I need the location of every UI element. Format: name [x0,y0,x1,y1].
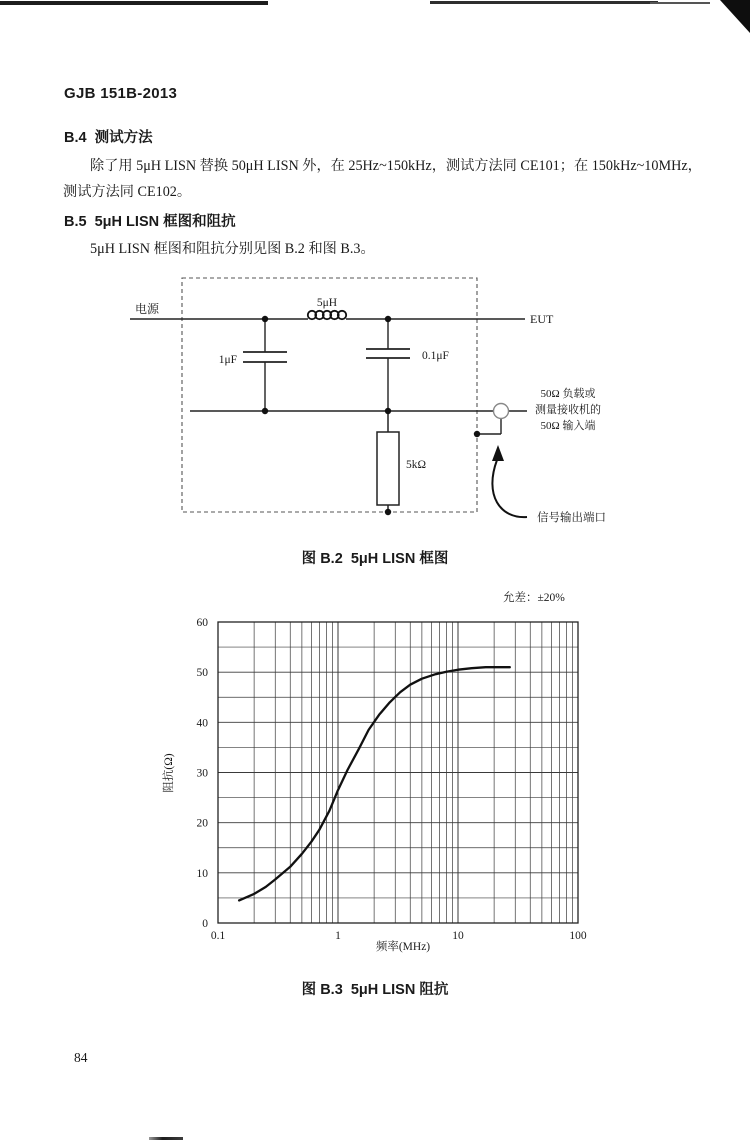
tolerance-note: 允差：±20% [503,592,565,604]
resistor-symbol [377,411,399,512]
power-source-label: 电源 [135,302,160,316]
resistor-value-label: 5kΩ [406,459,427,471]
capacitor-right-value-label: 0.1μF [422,350,449,362]
figure-b3-caption: 图 B.3 5μH LISN 阻抗 [301,982,449,998]
y-tick-label: 40 [196,717,208,730]
capacitor-left-symbol [243,319,287,411]
scan-artifact-corner [720,0,750,33]
signal-port-arrow [492,460,527,517]
x-axis-title: 频率(MHz) [375,941,431,953]
section-b4-heading: B.4 测试方法 [64,130,153,146]
scan-artifact-smudge [149,1137,183,1140]
standard-number: GJB 151B-2013 [64,85,178,102]
y-tick-label: 50 [196,667,208,680]
inductor-value-label: 5μH [316,297,338,309]
section-b5-paragraph: 5μH LISN 框图和阻抗分别见图 B.2 和图 B.3。 [90,241,375,257]
scan-artifact-top-strip [430,1,658,4]
section-b5-heading: B.5 5μH LISN 框图和阻抗 [64,214,236,230]
capacitor-left-value-label: 1μF [218,354,237,366]
x-tick-label: 10 [452,930,464,942]
inductor-symbol [308,311,346,319]
capacitor-right-symbol [366,319,410,411]
section-b4-paragraph-line2: 测试方法同 CE102。 [63,184,192,200]
page-number: 84 [74,1050,88,1065]
section-b4-paragraph-line1: 除了用 5μH LISN 替换 50μH LISN 外，在 25Hz~150kHz，测试方法同 CE101；在 150kHz~10MHz， [90,158,702,174]
impedance-chart [158,608,638,960]
scan-artifact-top-strip [650,2,710,4]
y-axis-title: 阻抗(Ω) [163,753,175,793]
signal-port-arrowhead [492,445,504,461]
y-tick-label: 60 [196,617,208,629]
lisn-enclosure-dashed-box [182,278,477,512]
y-tick-label: 30 [196,767,208,780]
load-annotation-line1: 50Ω 负载或 [540,388,596,400]
x-tick-label: 1 [335,930,341,942]
signal-port-label: 信号输出端口 [537,512,606,524]
x-tick-label: 100 [569,930,587,942]
figure-b2-caption: 图 B.2 5μH LISN 框图 [301,551,449,567]
y-tick-label: 0 [202,918,208,930]
x-tick-label: 0.1 [210,930,226,942]
eut-label: EUT [530,312,554,326]
bottom-wire [190,411,527,434]
lisn-circuit-diagram [110,262,655,572]
load-annotation-line2: 测量接收机的 [535,404,601,416]
y-tick-label: 10 [196,867,208,880]
load-annotation [535,386,601,432]
junction-dots [262,316,480,515]
scan-artifact-top-strip [0,1,268,5]
load-annotation-line3: 50Ω 输入端 [540,420,596,432]
y-tick-label: 20 [196,817,208,830]
output-connector-circle [494,404,509,419]
